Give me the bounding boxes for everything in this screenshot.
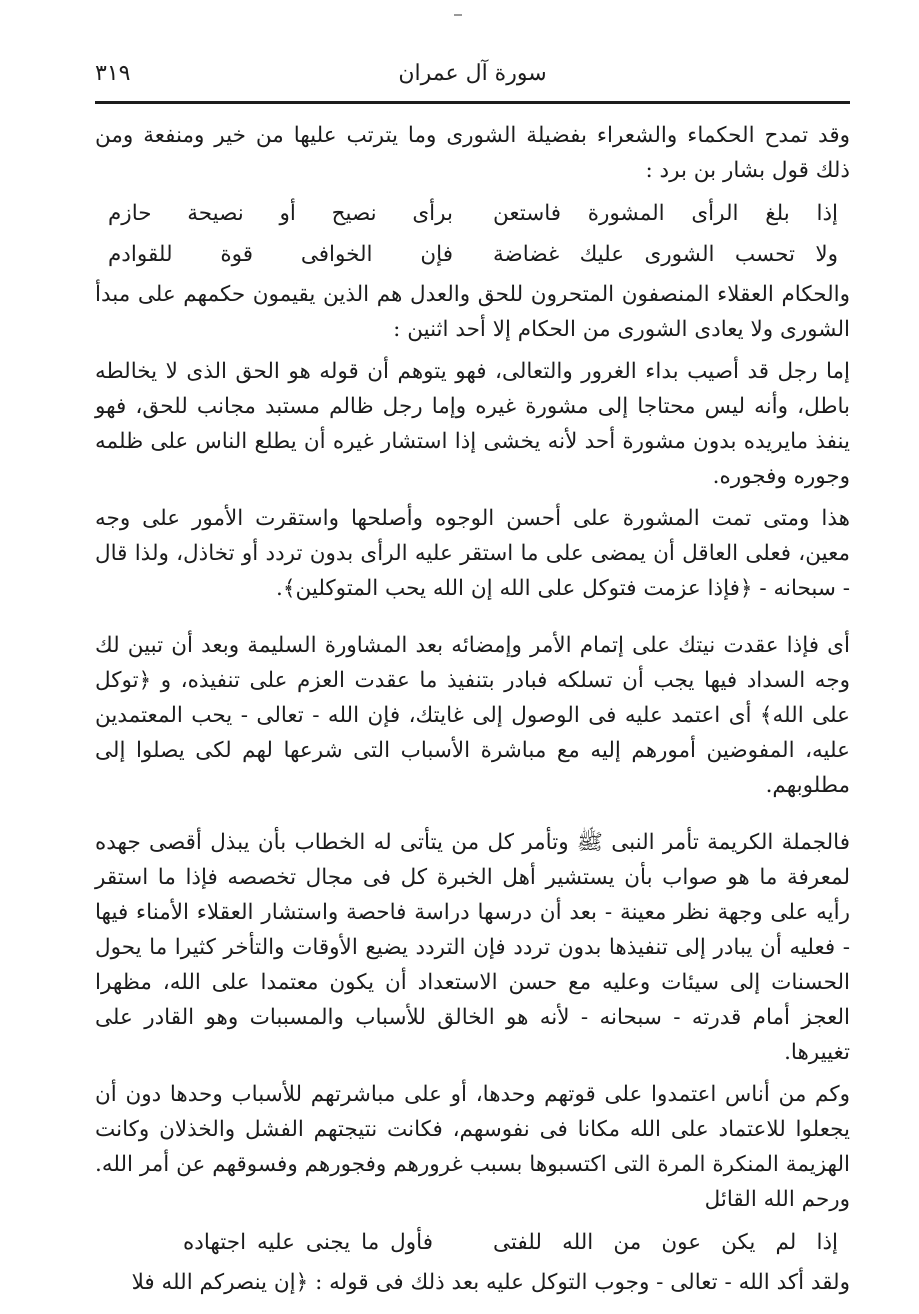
header-divider bbox=[95, 101, 850, 104]
page-body bbox=[95, 118, 850, 1307]
poem-hemistich: إذا لم يكن عون من الله للفتى bbox=[493, 1230, 838, 1255]
paragraph-1: وقد تمدح الحكماء والشعراء بفضيلة الشورى وما يترتب عليها من خير ومنفعة ومن ذلك قول بشار بن برد : bbox=[95, 123, 850, 183]
surah-title: سورة آل عمران bbox=[398, 61, 547, 86]
poem-hemistich: برأى نصيح أو نصيحة حازم bbox=[108, 201, 453, 226]
paragraph-4: هذا ومتى تمت المشورة على أحسن الوجوه وأصلحها واستقرت الأمور على وجه معين، فعلى العاقل أن يمضى على ما استقر عليه الرأى بدون تردد أو تخاذل، ولذا قال - سبحانه - ﴿فإذا عزمت فتوكل على الله إن الله يحب المتوكلين﴾. bbox=[95, 506, 850, 601]
paragraph-8: ولقد أكد الله - تعالى - وجوب التوكل عليه بعد ذلك فى قوله : ﴿إن ينصركم الله فلا bbox=[131, 1270, 850, 1295]
poem-line-2 bbox=[95, 236, 850, 273]
poem-line-3 bbox=[95, 1224, 850, 1261]
poem-hemistich: فإن الخوافى قوة للقوادم bbox=[108, 242, 453, 267]
scan-mark bbox=[454, 14, 462, 16]
paragraph-2: والحكام العقلاء المنصفون المتحرون للحق والعدل هم الذين يقيمون حكمهم على مبدأ الشورى ولا يعادى الشورى من الحكام إلا أحد اثنين : bbox=[95, 282, 850, 342]
paragraph-7: وكم من أناس اعتمدوا على قوتهم وحدها، أو على مباشرتهم للأسباب وحدها دون أن يجعلوا للاعتماد على الله مكانا فى نفوسهم، فكانت نتيجتهم الفشل والخذلان وكانت الهزيمة المنكرة المرة التى اكتسبوها بسبب غرورهم وفجورهم وفسوقهم عن أمر الله. ورحم الله القائل bbox=[95, 1082, 850, 1212]
paragraph-3: إما رجل قد أصيب بداء الغرور والتعالى، فهو يتوهم أن قوله هو الحق الذى لا يخالطه باطل، وأنه ليس محتاجا إلى مشورة غيره وإما رجل ظالم مستبد مجانب للحق، فهو ينفذ مايريده بدون مشورة أحد لأنه يخشى إذا استشار غيره أن يطلع الناس على ظلمه وجوره وفجوره. bbox=[95, 359, 850, 489]
page-number: ٣١٩ bbox=[95, 61, 131, 86]
paragraph-5: أى فإذا عقدت نيتك على إتمام الأمر وإمضائه بعد المشاورة السليمة وبعد أن تبين لك وجه السداد فيها يجب أن تسلكه فبادر بتنفيذ ما عقدت العزم على تنفيذه، و ﴿توكل على الله﴾ أى اعتمد عليه فى الوصول إلى غايتك، فإن الله - تعالى - يحب المعتمدين عليه، المفوضين أمورهم إليه مع مباشرة الأسباب التى شرعها لهم لكى يصلوا إلى مطلوبهم. bbox=[95, 633, 850, 798]
poem-hemistich: فأول ما يجنى عليه اجتهاده bbox=[183, 1230, 433, 1255]
poem-hemistich: إذا بلغ الرأى المشورة فاستعن bbox=[493, 201, 838, 226]
paragraph-6: فالجملة الكريمة تأمر النبى ﷺ وتأمر كل من يتأتى له الخطاب بأن يبذل أقصى جهده لمعرفة ما هو صواب بأن يستشير أهل الخبرة كل فى مجال تخصصه فإذا ما استقر رأيه على وجهة نظر معينة - بعد أن درسها دراسة فاحصة واستشار العقلاء الأمناء فيها - فعليه أن يبادر إلى تنفيذها بدون تردد فإن التردد يضيع الأوقات والتأخر كثيرا ما يحول الحسنات إلى سيئات وعليه مع حسن الاستعداد أن يكون معتمدا على الله، مظهرا العجز أمام قدرته - سبحانه - لأنه هو الخالق للأسباب والمسببات وهو القادر على تغييرها. bbox=[95, 830, 850, 1065]
poem-hemistich: ولا تحسب الشورى عليك غضاضة bbox=[493, 242, 838, 267]
page-header bbox=[95, 55, 850, 99]
poem-line-1 bbox=[95, 195, 850, 232]
